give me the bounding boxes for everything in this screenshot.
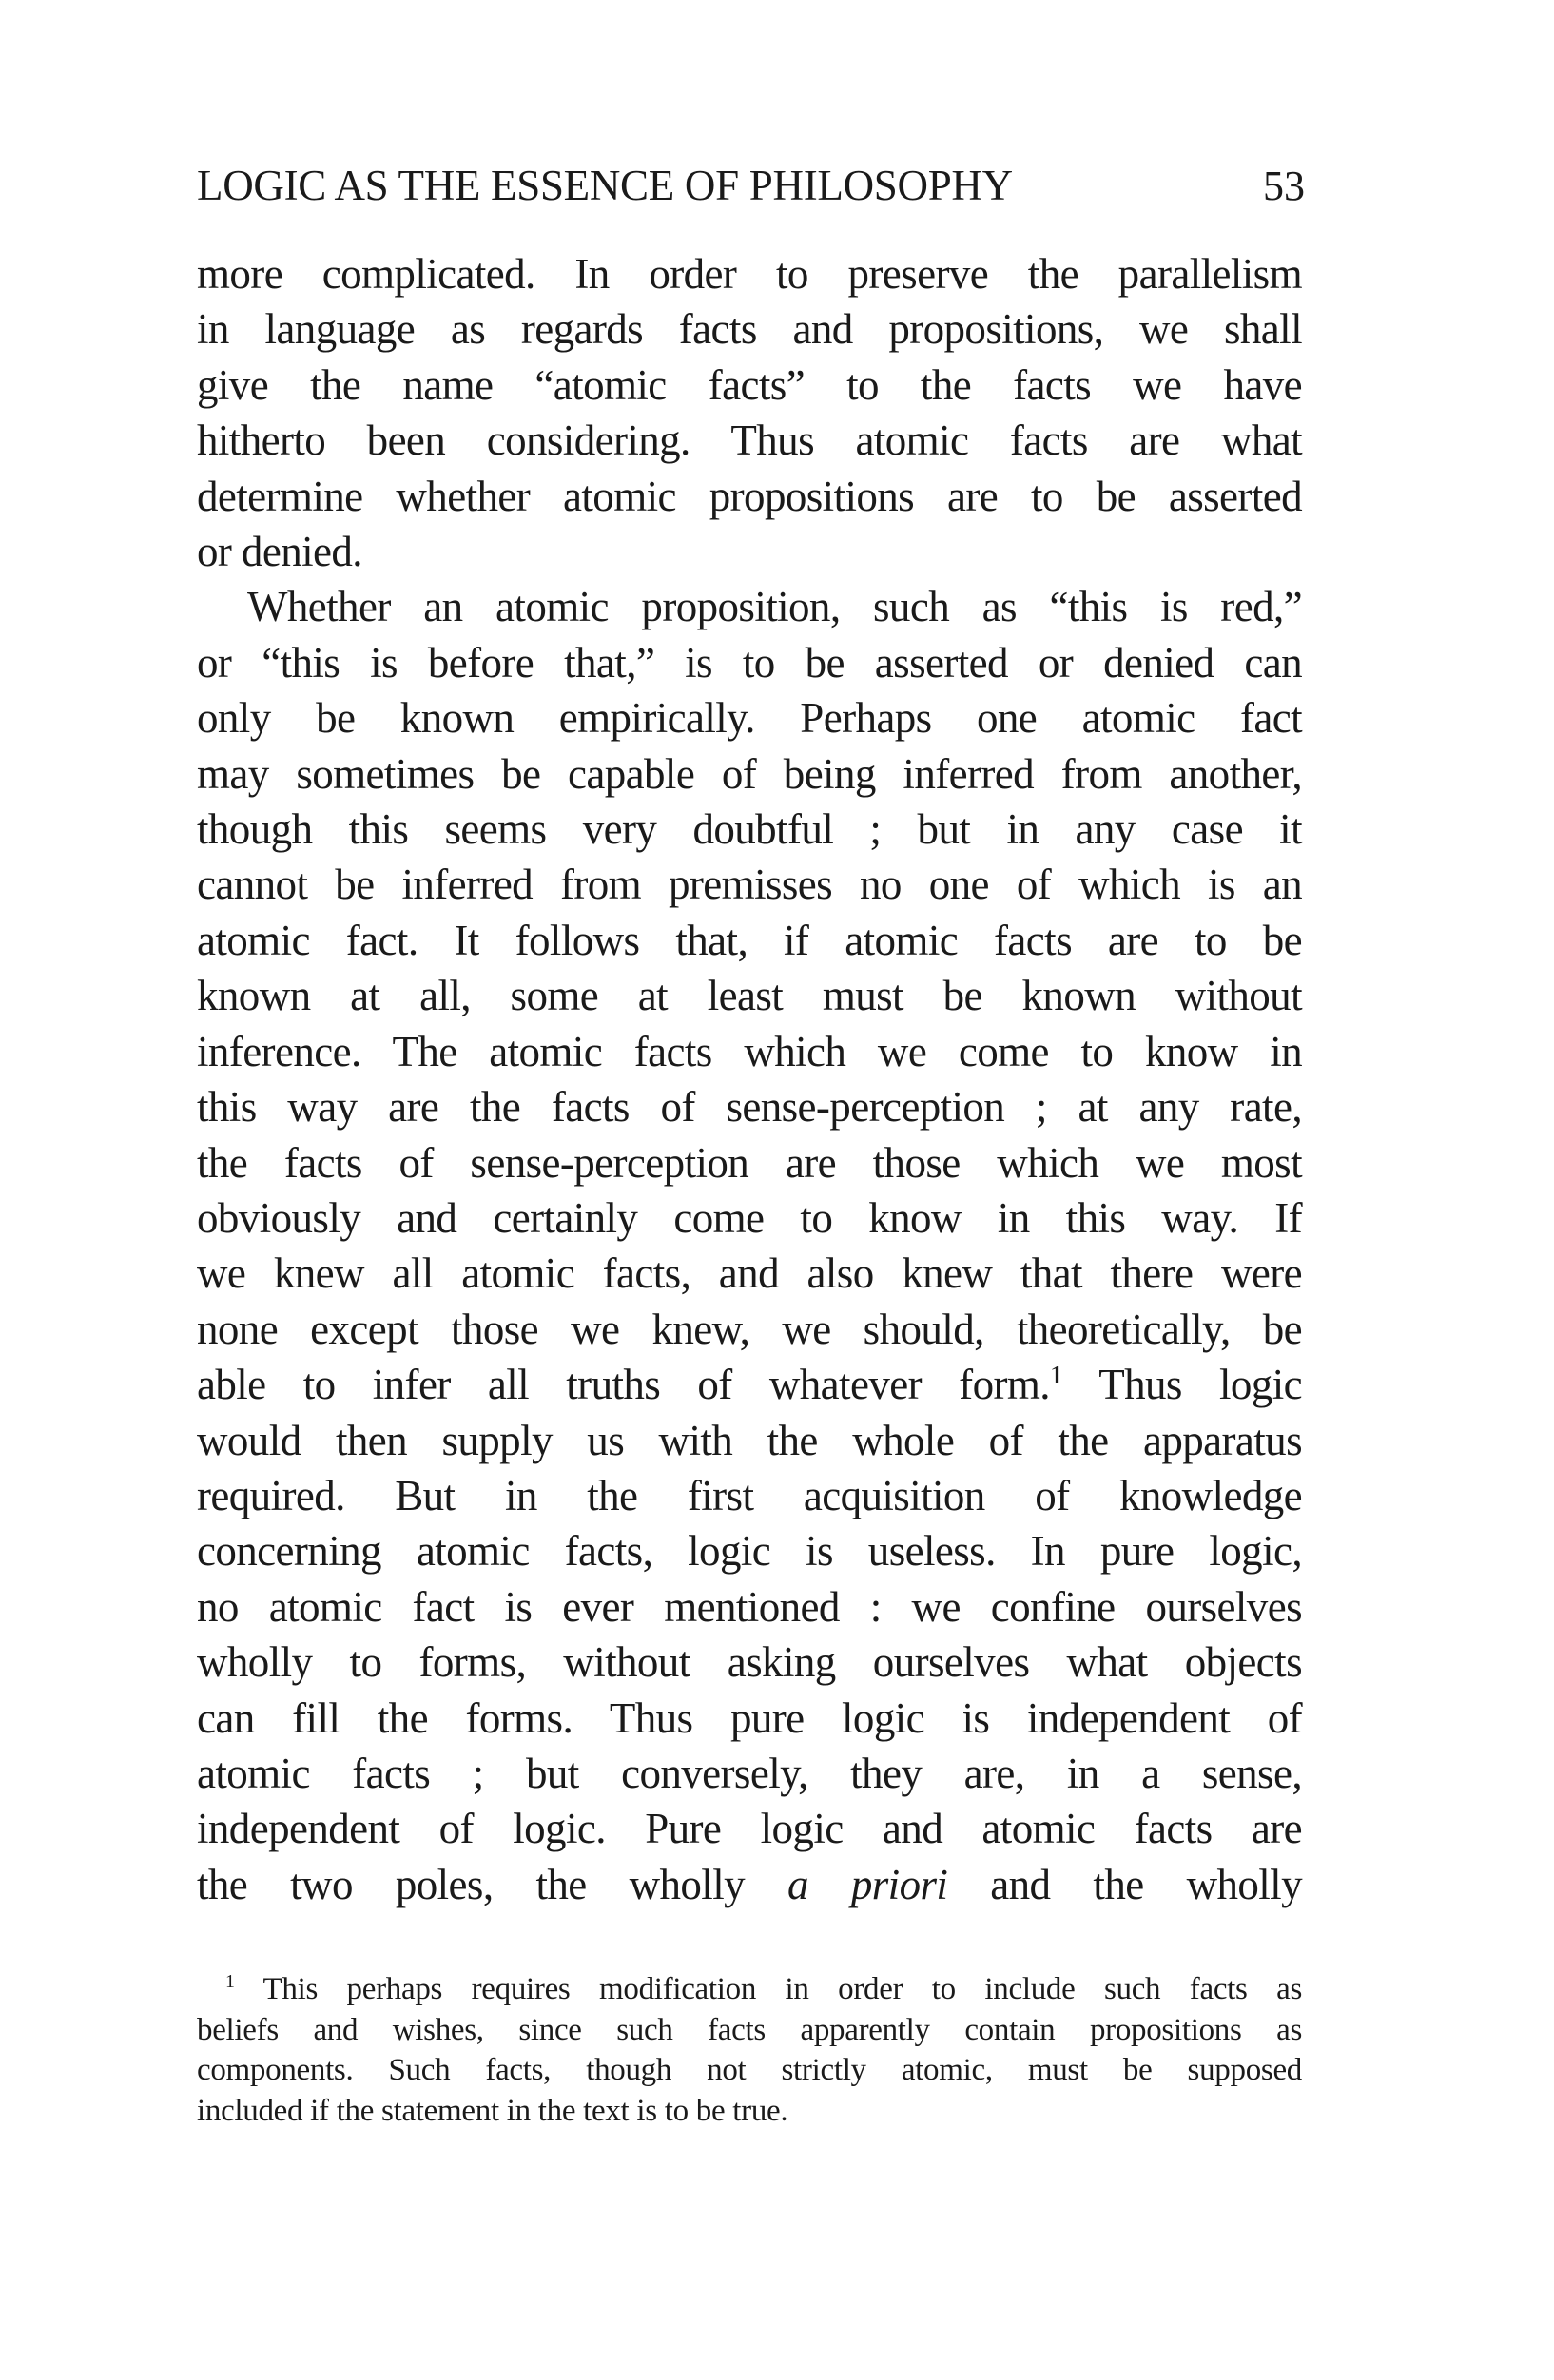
line-text: Thus logic — [1098, 1361, 1302, 1409]
text-line — [197, 1801, 1302, 1856]
line-text: concerning atomic facts, logic is useless. In pure logic, — [197, 1527, 1302, 1576]
text-line — [197, 857, 1302, 912]
line-text: and the wholly — [990, 1860, 1302, 1908]
line-text: independent of logic. Pure logic and atomic facts are — [197, 1805, 1302, 1853]
line-text: can fill the forms. Thus pure logic is independent of — [197, 1693, 1302, 1742]
page-column — [197, 157, 1305, 2131]
line-text: Whether an atomic proposition, such as “this is red,” — [247, 583, 1302, 631]
line-text: known at all, some at least must be known without — [197, 972, 1302, 1020]
page-number: 53 — [1263, 163, 1305, 209]
text-line — [197, 802, 1302, 857]
text-line — [197, 469, 1302, 524]
text-line — [197, 358, 1302, 413]
text-line — [197, 1468, 1302, 1523]
line-text: no atomic fact is ever mentioned : we confine ourselves — [197, 1582, 1302, 1631]
footnote-text: This perhaps requires modification in order to include such facts as — [262, 1972, 1302, 2007]
line-text: may sometimes be capable of being inferred from another, — [197, 749, 1302, 798]
line-text: atomic facts ; but conversely, they are, in a sense, — [197, 1749, 1302, 1797]
footnote-line — [197, 2091, 1302, 2132]
line-text: wholly to forms, without asking ourselves what objects — [197, 1638, 1302, 1687]
text-line — [197, 524, 1302, 579]
footnote-ref: 1 — [1049, 1361, 1062, 1390]
text-line — [197, 1857, 1302, 1912]
text-line — [197, 1635, 1302, 1690]
text-line — [197, 690, 1302, 745]
body-text — [197, 246, 1302, 1912]
text-line — [197, 1413, 1302, 1468]
footnote-text: included if the statement in the text is to be true. — [197, 2093, 788, 2128]
line-text: able to infer all truths of whatever form. — [197, 1361, 1050, 1409]
line-text: or “this is before that,” is to be asserted or denied can — [197, 638, 1302, 687]
line-text: atomic fact. It follows that, if atomic facts are to be — [197, 916, 1302, 964]
line-text: determine whether atomic propositions are to be asserted — [197, 472, 1302, 520]
text-line — [197, 635, 1302, 690]
text-line — [197, 1135, 1302, 1190]
line-text: we knew all atomic facts, and also knew that there were — [197, 1249, 1302, 1298]
text-line — [197, 1246, 1302, 1301]
footnote-line — [197, 2050, 1302, 2091]
footnote-marker: 1 — [225, 1971, 235, 1993]
italic-term: a priori — [787, 1860, 948, 1908]
line-text: only be known empirically. Perhaps one atomic fact — [197, 694, 1302, 743]
line-text: obviously and certainly come to know in this way. If — [197, 1193, 1302, 1242]
line-text: the two poles, the wholly — [197, 1860, 745, 1908]
line-text: hitherto been considering. Thus atomic facts are what — [197, 416, 1302, 465]
text-line — [197, 413, 1302, 468]
line-text: would then supply us with the whole of the apparatus — [197, 1416, 1302, 1464]
line-text: this way are the facts of sense-perception ; at any rate, — [197, 1083, 1302, 1132]
footnote-line — [197, 2010, 1302, 2051]
footnote — [197, 1969, 1302, 2131]
text-line — [197, 1691, 1302, 1746]
text-line — [197, 1579, 1302, 1635]
text-line — [197, 913, 1302, 968]
line-text: inference. The atomic facts which we come to know in — [197, 1027, 1302, 1075]
text-line — [197, 1079, 1302, 1134]
text-line — [197, 579, 1302, 634]
running-title: LOGIC AS THE ESSENCE OF PHILOSOPHY — [197, 162, 1013, 209]
footnote-line — [197, 1969, 1302, 2010]
line-text: the facts of sense-perception are those which we most — [197, 1138, 1302, 1187]
text-line — [197, 1523, 1302, 1578]
line-text: or denied. — [197, 528, 362, 576]
line-text: cannot be inferred from premisses no one of which is an — [197, 861, 1302, 909]
text-line — [197, 746, 1302, 802]
footnote-text: components. Such facts, though not strictly atomic, must be supposed — [197, 2053, 1302, 2088]
line-text: required. But in the first acquisition of knowledge — [197, 1471, 1302, 1519]
text-line — [197, 968, 1302, 1023]
text-line — [197, 1746, 1302, 1801]
text-line — [197, 1302, 1302, 1357]
footnote-text: beliefs and wishes, since such facts apparently contain propositions as — [197, 2012, 1302, 2047]
line-text: in language as regards facts and propositions, we shall — [197, 305, 1302, 354]
text-line — [197, 1190, 1302, 1246]
text-line — [197, 1357, 1302, 1412]
text-line — [197, 246, 1302, 301]
line-text: give the name “atomic facts” to the facts we have — [197, 360, 1302, 409]
text-line — [197, 1024, 1302, 1079]
line-text: though this seems very doubtful ; but in any case it — [197, 805, 1302, 854]
running-header — [197, 157, 1305, 215]
line-text: none except those we knew, we should, theoretically, be — [197, 1305, 1302, 1353]
text-line — [197, 301, 1302, 357]
line-text: more complicated. In order to preserve the parallelism — [197, 250, 1302, 298]
